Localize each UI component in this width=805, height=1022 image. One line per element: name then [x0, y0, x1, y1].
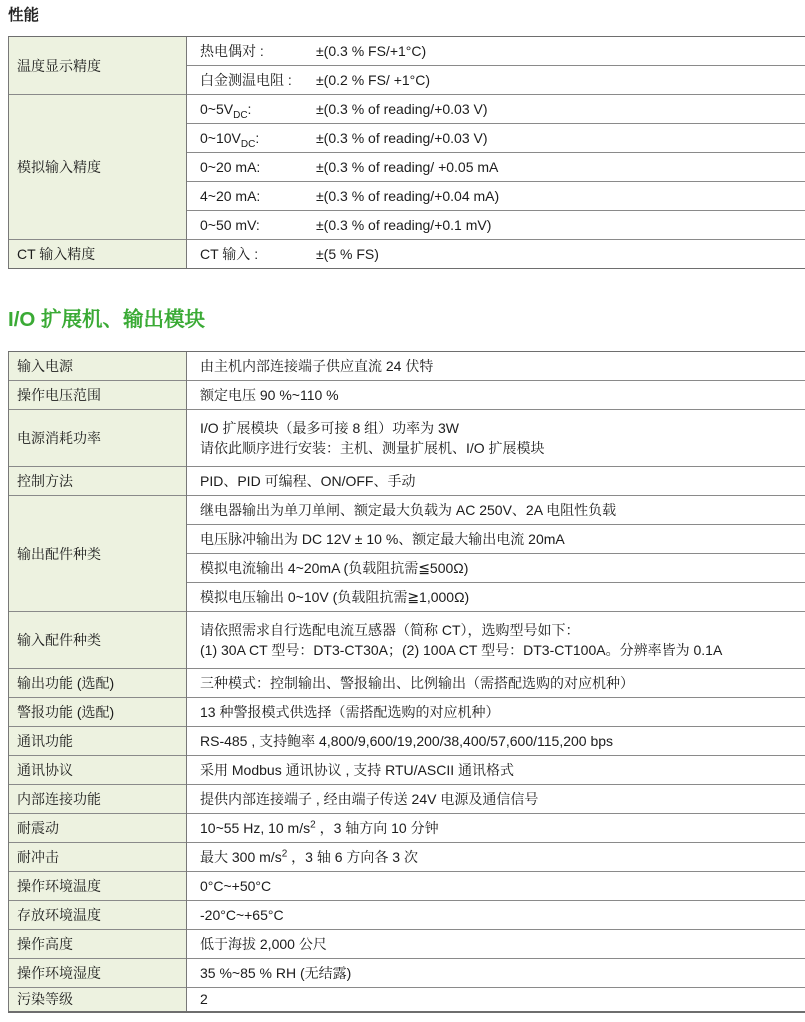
row-label-analog-input-accuracy: 模拟输入精度 — [9, 95, 187, 240]
spec-name-text: : — [248, 101, 252, 117]
spec-value: RS-485 , 支持鲍率 4,800/9,600/19,200/38,400/57,600/115,200 bps — [187, 727, 805, 756]
spec-value: ±(0.3 % of reading/+0.03 V) — [316, 101, 488, 117]
row-label-communication-function: 通讯功能 — [9, 727, 187, 756]
spec-value: 0°C~+50°C — [187, 872, 805, 901]
row-label-shock-resistance: 耐冲击 — [9, 843, 187, 872]
table-row — [9, 727, 805, 756]
table-row — [9, 814, 805, 843]
section-title-io-expansion — [8, 307, 805, 333]
io-expansion-table — [8, 351, 805, 1013]
spec-value — [187, 843, 805, 872]
row-label-pollution-degree: 污染等级 — [9, 988, 187, 1012]
spec-cell — [187, 153, 805, 182]
spec-value: ±(0.3 % FS/+1°C) — [316, 43, 426, 59]
spec-cell — [187, 124, 805, 153]
table-row — [9, 496, 805, 525]
spec-value: ±(0.3 % of reading/ +0.05 mA — [316, 159, 498, 175]
table-row — [9, 95, 805, 124]
spec-value — [187, 814, 805, 843]
spec-name: 热电偶对 : — [200, 41, 316, 61]
table-row — [9, 785, 805, 814]
spec-value: 采用 Modbus 通讯协议 , 支持 RTU/ASCII 通讯格式 — [187, 756, 805, 785]
spec-value: 额定电压 90 %~110 % — [187, 381, 805, 410]
spec-cell — [187, 95, 805, 124]
table-row — [9, 612, 805, 669]
spec-cell — [187, 240, 805, 269]
spec-value — [187, 410, 805, 467]
spec-value-superscript: 2 — [310, 819, 316, 830]
spec-page — [0, 5, 805, 1022]
spec-cell — [187, 211, 805, 240]
table-row — [9, 37, 805, 66]
spec-value: 模拟电流输出 4~20mA (负载阻抗需≦500Ω) — [187, 554, 805, 583]
row-label-output-accessory-types: 输出配件种类 — [9, 496, 187, 612]
table-row — [9, 352, 805, 381]
section-title-rest: 扩展机、输出模块 — [35, 308, 205, 331]
spec-value: PID、PID 可编程、ON/OFF、手动 — [187, 467, 805, 496]
spec-value-line: 请依照需求自行选配电流互感器（简称 CT），选购型号如下： — [200, 620, 805, 640]
spec-name: 白金测温电阻 : — [200, 70, 316, 90]
spec-value-line: 请依此顺序进行安装：主机、测量扩展机、I/O 扩展模块 — [200, 438, 805, 458]
row-label-internal-connection: 内部连接功能 — [9, 785, 187, 814]
table-row — [9, 901, 805, 930]
row-label-operating-altitude: 操作高度 — [9, 930, 187, 959]
row-label-communication-protocol: 通讯协议 — [9, 756, 187, 785]
row-label-power-consumption: 电源消耗功率 — [9, 410, 187, 467]
spec-value: 继电器输出为单刀单闸、额定最大负载为 AC 250V、2A 电阻性负载 — [187, 496, 805, 525]
row-label-control-method: 控制方法 — [9, 467, 187, 496]
spec-name-text: 0~10V — [200, 130, 241, 146]
spec-value: ±(5 % FS) — [316, 246, 379, 262]
table-row — [9, 959, 805, 988]
spec-value — [187, 612, 805, 669]
row-label-operating-humidity: 操作环境湿度 — [9, 959, 187, 988]
spec-value: ±(0.3 % of reading/+0.03 V) — [316, 130, 488, 146]
spec-value: 模拟电压输出 0~10V (负载阻抗需≧1,000Ω) — [187, 583, 805, 612]
spec-value: 由主机内部连接端子供应直流 24 伏特 — [187, 352, 805, 381]
spec-value-superscript: 2 — [282, 848, 288, 859]
spec-name — [200, 101, 316, 117]
spec-name — [200, 130, 316, 146]
row-label-storage-temperature: 存放环境温度 — [9, 901, 187, 930]
spec-name: CT 输入 : — [200, 244, 316, 264]
spec-value: 提供内部连接端子 , 经由端子传送 24V 电源及通信信号 — [187, 785, 805, 814]
table-row — [9, 467, 805, 496]
spec-name-text: : — [255, 130, 259, 146]
table-row — [9, 410, 805, 467]
row-label-ct-input-accuracy: CT 输入精度 — [9, 240, 187, 269]
spec-name: 4~20 mA: — [200, 188, 316, 204]
spec-name: 0~50 mV: — [200, 217, 316, 233]
section-title-performance: 性能 — [8, 5, 805, 27]
row-label-operating-voltage-range: 操作电压范围 — [9, 381, 187, 410]
row-label-temp-display-accuracy: 温度显示精度 — [9, 37, 187, 95]
spec-value: 35 %~85 % RH (无结露) — [187, 959, 805, 988]
spec-value-text: ，3 轴方向 10 分钟 — [316, 820, 439, 836]
spec-name: 0~20 mA: — [200, 159, 316, 175]
table-row — [9, 872, 805, 901]
spec-name-subscript: DC — [241, 139, 255, 150]
spec-value-text: 最大 300 m/s — [200, 849, 282, 865]
spec-value: -20°C~+65°C — [187, 901, 805, 930]
spec-value: 三种模式：控制输出、警报输出、比例输出（需搭配选购的对应机种） — [187, 669, 805, 698]
spec-value: ±(0.3 % of reading/+0.1 mV) — [316, 217, 491, 233]
spec-value-text: 10~55 Hz, 10 m/s — [200, 820, 310, 836]
table-row — [9, 988, 805, 1012]
table-row — [9, 698, 805, 727]
spec-value: 2 — [187, 988, 805, 1012]
spec-value: 电压脉冲输出为 DC 12V ± 10 %、额定最大输出电流 20mA — [187, 525, 805, 554]
table-row — [9, 240, 805, 269]
row-label-output-function-optional: 输出功能 (选配) — [9, 669, 187, 698]
spec-value: ±(0.2 % FS/ +1°C) — [316, 72, 430, 88]
table-row — [9, 843, 805, 872]
table-row — [9, 381, 805, 410]
row-label-input-power: 输入电源 — [9, 352, 187, 381]
spec-value-text: ，3 轴 6 方向各 3 次 — [287, 849, 418, 865]
table-row — [9, 669, 805, 698]
spec-value: ±(0.3 % of reading/+0.04 mA) — [316, 188, 499, 204]
spec-value-line: (1) 30A CT 型号：DT3-CT30A；(2) 100A CT 型号：DT3-CT100A。分辨率皆为 0.1A — [200, 640, 805, 660]
performance-table — [8, 36, 805, 269]
spec-value-line: I/O 扩展模块（最多可接 8 组）功率为 3W — [200, 418, 805, 438]
row-label-alarm-function-optional: 警报功能 (选配) — [9, 698, 187, 727]
spec-name-text: 0~5V — [200, 101, 233, 117]
spec-cell — [187, 182, 805, 211]
row-label-operating-temperature: 操作环境温度 — [9, 872, 187, 901]
spec-value: 13 种警报模式供选择（需搭配选购的对应机种） — [187, 698, 805, 727]
row-label-vibration-resistance: 耐震动 — [9, 814, 187, 843]
spec-value: 低于海拔 2,000 公尺 — [187, 930, 805, 959]
spec-cell — [187, 37, 805, 66]
spec-name-subscript: DC — [233, 110, 247, 121]
row-label-input-accessory-types: 输入配件种类 — [9, 612, 187, 669]
table-row — [9, 756, 805, 785]
section-title-accent: I/O — [8, 308, 35, 331]
table-row — [9, 930, 805, 959]
spec-cell — [187, 66, 805, 95]
